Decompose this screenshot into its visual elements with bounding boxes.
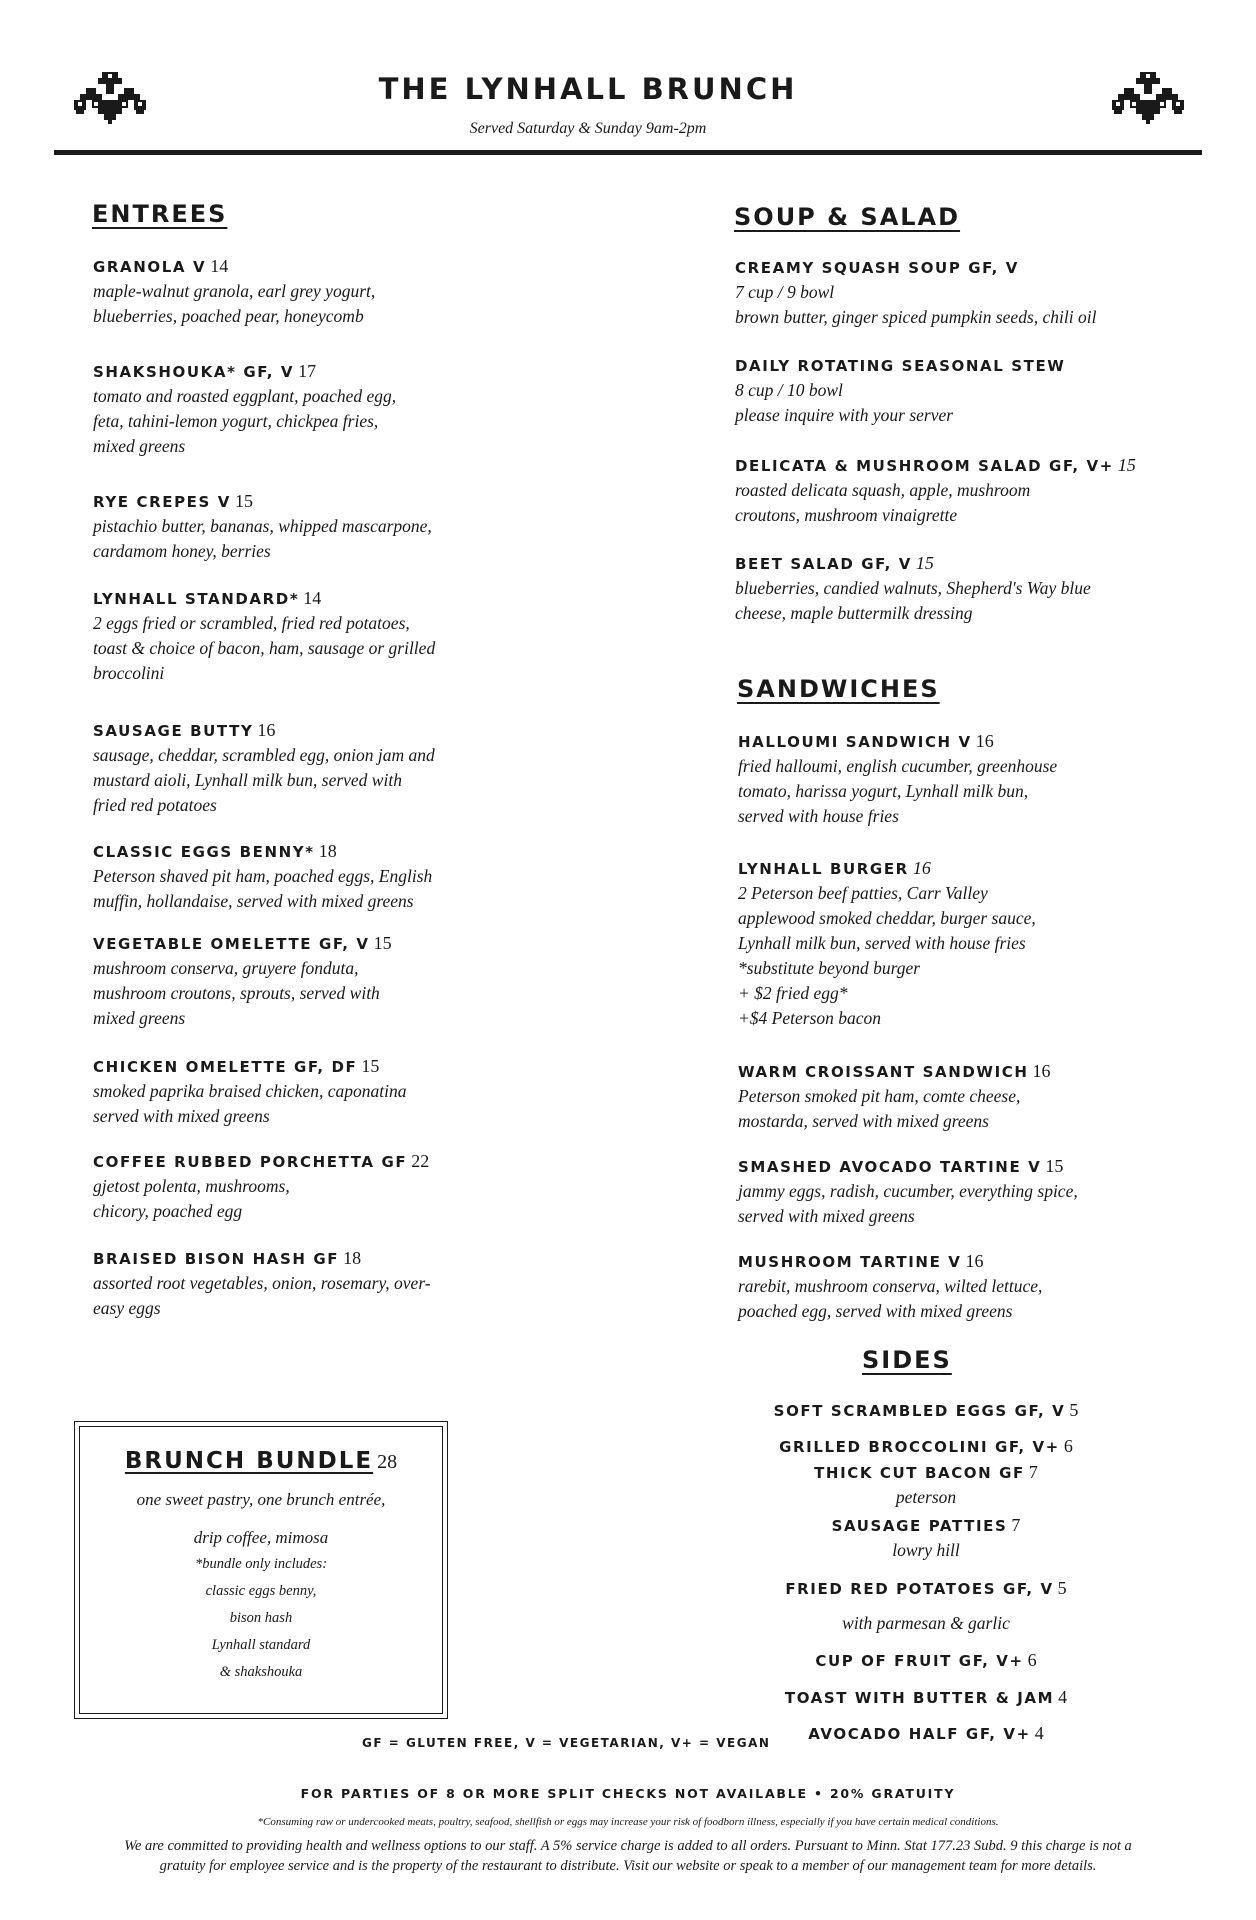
- menu-item-header: [93, 719, 513, 743]
- menu-item-header: [735, 256, 1175, 280]
- menu-item: [738, 1250, 1158, 1324]
- menu-item-name: SMASHED AVOCADO TARTINE V: [738, 1158, 1042, 1176]
- menu-item: [93, 840, 513, 914]
- menu-item-description: mustard aioli, Lynhall milk bun, served with: [93, 770, 402, 790]
- menu-item-description: roasted delicata squash, apple, mushroom: [735, 480, 1031, 500]
- menu-item-name: LYNHALL STANDARD*: [93, 590, 300, 608]
- menu-item-name: MUSHROOM TARTINE V: [738, 1253, 962, 1271]
- menu-item-description: smoked paprika braised chicken, caponatina: [93, 1081, 407, 1101]
- menu-item-description: brown butter, ginger spiced pumpkin seeds, chili oil: [735, 307, 1097, 327]
- menu-item-price: 15: [234, 491, 253, 511]
- brunch-bundle-note: *bundle only includes:: [194, 1556, 328, 1572]
- menu-item-price: 15: [1117, 455, 1136, 475]
- menu-item-description: mixed greens: [93, 1008, 186, 1028]
- menu-item-price: 14: [210, 256, 229, 276]
- menu-item-description: mostarda, served with mixed greens: [738, 1111, 989, 1131]
- menu-item-name: VEGETABLE OMELETTE GF, V: [93, 935, 370, 953]
- brunch-bundle-note: Lynhall standard: [211, 1637, 311, 1653]
- page-title: THE LYNHALL BRUNCH: [378, 72, 798, 106]
- menu-item-description: broccolini: [93, 663, 165, 683]
- side-item: [736, 1436, 1116, 1457]
- menu-item-description: applewood smoked cheddar, burger sauce,: [738, 908, 1036, 928]
- side-item-name: SOFT SCRAMBLED EGGS GF, V: [773, 1402, 1066, 1420]
- section-title-sandwiches: SANDWICHES: [737, 675, 940, 703]
- menu-item-description: served with mixed greens: [738, 1206, 915, 1226]
- side-item-description: with parmesan & garlic: [842, 1613, 1010, 1633]
- menu-item-price: 22: [411, 1151, 430, 1171]
- menu-item: [738, 730, 1158, 829]
- brunch-bundle-line1: one sweet pastry, one brunch entrée,: [136, 1490, 386, 1509]
- menu-item-description: 7 cup / 9 bowl: [735, 282, 835, 302]
- menu-item-name: GRANOLA V: [93, 258, 207, 276]
- side-item-header: [736, 1687, 1116, 1708]
- section-title-sides: SIDES: [862, 1346, 952, 1374]
- menu-item-name: BEET SALAD GF, V: [735, 555, 912, 573]
- side-item-header: [736, 1650, 1116, 1671]
- menu-item-description: toast & choice of bacon, ham, sausage or grilled: [93, 638, 436, 658]
- menu-item: [93, 255, 513, 329]
- side-item-name: THICK CUT BACON GF: [814, 1464, 1025, 1482]
- menu-item-header: [735, 454, 1175, 478]
- menu-item-name: WARM CROISSANT SANDWICH: [738, 1063, 1029, 1081]
- menu-item-header: [93, 360, 513, 384]
- menu-item-price: 18: [318, 841, 337, 861]
- menu-item-description: 8 cup / 10 bowl: [735, 380, 843, 400]
- menu-item-name: HALLOUMI SANDWICH V: [738, 733, 972, 751]
- menu-item-description: + $2 fried egg*: [738, 983, 848, 1003]
- menu-item-header: [93, 1055, 513, 1079]
- menu-item-description: assorted root vegetables, onion, rosemary, over-: [93, 1273, 431, 1293]
- menu-item-description: croutons, mushroom vinaigrette: [735, 505, 958, 525]
- menu-item: [735, 354, 1175, 428]
- side-item-description: peterson: [895, 1487, 957, 1507]
- header-divider: [54, 150, 1202, 155]
- menu-item-header: [93, 587, 513, 611]
- menu-item: [93, 490, 513, 564]
- menu-item-price: 16: [257, 720, 276, 740]
- menu-item-header: [738, 1060, 1158, 1084]
- menu-item-description: mixed greens: [93, 436, 186, 456]
- menu-item-header: [735, 552, 1175, 576]
- menu-item-description: *substitute beyond burger: [738, 958, 921, 978]
- side-item-header: [736, 1436, 1116, 1457]
- side-item-price: 6: [1027, 1650, 1037, 1670]
- side-item: [736, 1462, 1116, 1508]
- side-item-name: FRIED RED POTATOES GF, V: [785, 1580, 1054, 1598]
- side-item-header: [736, 1400, 1116, 1421]
- menu-item-name: BRAISED BISON HASH GF: [93, 1250, 340, 1268]
- menu-item-header: [738, 857, 1158, 881]
- menu-item-description: chicory, poached egg: [93, 1201, 243, 1221]
- menu-item-description: gjetost polenta, mushrooms,: [93, 1176, 290, 1196]
- menu-item-description: maple-walnut granola, earl grey yogurt,: [93, 281, 376, 301]
- menu-item-description: +$4 Peterson bacon: [738, 1008, 882, 1028]
- menu-item-description: feta, tahini-lemon yogurt, chickpea fries,: [93, 411, 379, 431]
- dietary-legend: GF = GLUTEN FREE, V = VEGETARIAN, V+ = VEGAN: [362, 1736, 771, 1750]
- menu-item-description: 2 eggs fried or scrambled, fried red potatoes,: [93, 613, 410, 633]
- side-item-name: SAUSAGE PATTIES: [831, 1517, 1008, 1535]
- menu-item-name: CHICKEN OMELETTE GF, DF: [93, 1058, 358, 1076]
- side-item-name: AVOCADO HALF GF, V+: [808, 1725, 1031, 1743]
- side-item-price: 4: [1034, 1723, 1044, 1743]
- menu-item-price: 15: [1045, 1156, 1064, 1176]
- menu-item-price: 14: [303, 588, 322, 608]
- menu-item-description: mushroom conserva, gruyere fonduta,: [93, 958, 359, 978]
- side-item-header: [736, 1578, 1116, 1599]
- side-item-name: GRILLED BROCCOLINI GF, V+: [779, 1438, 1060, 1456]
- menu-item-description: Peterson smoked pit ham, comte cheese,: [738, 1086, 1021, 1106]
- brunch-bundle-line2: drip coffee, mimosa: [193, 1528, 329, 1547]
- menu-item-price: 16: [1032, 1061, 1051, 1081]
- menu-item-description: blueberries, candied walnuts, Shepherd's Way blue: [735, 578, 1091, 598]
- service-charge-notice: We are committed to providing health and wellness options to our staff. A 5% service charge is added to all orders. Pursuant to Minn. Stat 177.23 Subd. 9 this charge is not a gratuity for employee service and is the property of the restaurant to distribute. Visit our website or speak to a member of our management team for more details.: [124, 1838, 1132, 1874]
- menu-item: [738, 1060, 1158, 1134]
- menu-item-header: [93, 932, 513, 956]
- menu-item-name: RYE CREPES V: [93, 493, 231, 511]
- menu-item-header: [93, 255, 513, 279]
- side-item: [736, 1578, 1116, 1634]
- side-item-price: 5: [1069, 1400, 1079, 1420]
- menu-item-name: SAUSAGE BUTTY: [93, 722, 254, 740]
- section-title-entrees: ENTREES: [92, 200, 228, 228]
- menu-item-description: cheese, maple buttermilk dressing: [735, 603, 973, 623]
- side-item: [736, 1515, 1116, 1561]
- menu-item-description: easy eggs: [93, 1298, 161, 1318]
- menu-item-description: 2 Peterson beef patties, Carr Valley: [738, 883, 988, 903]
- menu-item-description: please inquire with your server: [735, 405, 954, 425]
- menu-item-name: CLASSIC EGGS BENNY*: [93, 843, 315, 861]
- menu-item: [735, 256, 1175, 330]
- brunch-bundle-box: [74, 1421, 448, 1719]
- menu-item-description: Lynhall milk bun, served with house fries: [738, 933, 1026, 953]
- menu-item-name: DELICATA & MUSHROOM SALAD GF, V+: [735, 457, 1114, 475]
- side-item: [736, 1400, 1116, 1421]
- menu-item-description: rarebit, mushroom conserva, wilted lettuce,: [738, 1276, 1043, 1296]
- side-item-header: [736, 1462, 1116, 1483]
- menu-item-header: [93, 1247, 513, 1271]
- side-item-name: TOAST WITH BUTTER & JAM: [784, 1689, 1055, 1707]
- menu-item: [93, 587, 513, 686]
- menu-item-price: 17: [298, 361, 317, 381]
- menu-item-name: CREAMY SQUASH SOUP GF, V: [735, 259, 1019, 277]
- menu-item: [93, 932, 513, 1031]
- side-item-price: 7: [1028, 1462, 1038, 1482]
- side-item-header: [736, 1515, 1116, 1536]
- menu-item: [93, 1247, 513, 1321]
- menu-item-name: LYNHALL BURGER: [738, 860, 909, 878]
- brunch-bundle-note: & shakshouka: [219, 1664, 303, 1680]
- page-subtitle: Served Saturday & Sunday 9am-2pm: [469, 120, 707, 137]
- menu-item-description: served with house fries: [738, 806, 899, 826]
- menu-item-price: 15: [373, 933, 392, 953]
- menu-item-header: [93, 490, 513, 514]
- parties-notice: FOR PARTIES OF 8 OR MORE SPLIT CHECKS NOT AVAILABLE • 20% GRATUITY: [300, 1786, 956, 1801]
- side-item: [736, 1687, 1116, 1708]
- menu-item: [93, 719, 513, 818]
- side-item-price: 5: [1057, 1578, 1067, 1598]
- menu-item-header: [738, 1250, 1158, 1274]
- menu-item-description: pistachio butter, bananas, whipped mascarpone,: [93, 516, 432, 536]
- menu-item-description: cardamom honey, berries: [93, 541, 271, 561]
- menu-item-header: [738, 730, 1158, 754]
- menu-item: [738, 1155, 1158, 1229]
- brunch-bundle-note: classic eggs benny,: [205, 1583, 317, 1599]
- menu-item-description: tomato, harissa yogurt, Lynhall milk bun,: [738, 781, 1029, 801]
- raw-food-notice: *Consuming raw or undercooked meats, poultry, seafood, shellfish or eggs may increase your risk of foodborn illness, especially if you have certain medical conditions.: [257, 1816, 999, 1828]
- menu-item: [93, 1150, 513, 1224]
- menu-item-description: blueberries, poached pear, honeycomb: [93, 306, 364, 326]
- menu-item: [735, 552, 1175, 626]
- menu-item-name: COFFEE RUBBED PORCHETTA GF: [93, 1153, 408, 1171]
- brunch-bundle-price: 28: [377, 1451, 398, 1473]
- menu-item-price: 15: [915, 553, 934, 573]
- side-item-price: 4: [1058, 1687, 1068, 1707]
- menu-item-header: [93, 840, 513, 864]
- menu-item-description: poached egg, served with mixed greens: [738, 1301, 1013, 1321]
- brunch-bundle-title: BRUNCH BUNDLE: [124, 1448, 374, 1474]
- section-title-soup-salad: SOUP & SALAD: [734, 203, 961, 231]
- menu-item-description: Peterson shaved pit ham, poached eggs, English: [93, 866, 433, 886]
- menu-item-header: [738, 1155, 1158, 1179]
- side-item: [736, 1650, 1116, 1671]
- menu-item-price: 16: [975, 731, 994, 751]
- menu-item-description: fried red potatoes: [93, 795, 217, 815]
- menu-item-header: [93, 1150, 513, 1174]
- menu-item-name: SHAKSHOUKA* GF, V: [93, 363, 295, 381]
- side-item: [736, 1723, 1116, 1744]
- menu-item-description: sausage, cheddar, scrambled egg, onion jam and: [93, 745, 435, 765]
- menu-item-price: 18: [343, 1248, 362, 1268]
- side-item-price: 7: [1011, 1515, 1021, 1535]
- side-item-header: [736, 1723, 1116, 1744]
- menu-item-header: [735, 354, 1175, 378]
- menu-item: [93, 360, 513, 459]
- menu-item-price: 16: [965, 1251, 984, 1271]
- menu-item-description: fried halloumi, english cucumber, greenhouse: [738, 756, 1058, 776]
- menu-item-name: DAILY ROTATING SEASONAL STEW: [735, 357, 1066, 375]
- side-item-price: 6: [1063, 1436, 1073, 1456]
- menu-item-description: served with mixed greens: [93, 1106, 270, 1126]
- side-item-name: CUP OF FRUIT GF, V+: [815, 1652, 1024, 1670]
- menu-item-description: tomato and roasted eggplant, poached egg,: [93, 386, 397, 406]
- side-item-description: lowry hill: [892, 1540, 960, 1560]
- menu-item-description: jammy eggs, radish, cucumber, everything spice,: [738, 1181, 1078, 1201]
- menu-item: [735, 454, 1175, 528]
- menu-item: [738, 857, 1158, 1031]
- brunch-bundle-heading: [75, 1448, 447, 1474]
- menu-item: [93, 1055, 513, 1129]
- menu-item-description: muffin, hollandaise, served with mixed greens: [93, 891, 414, 911]
- menu-item-price: 16: [912, 858, 931, 878]
- menu-item-price: 15: [361, 1056, 380, 1076]
- menu-item-description: mushroom croutons, sprouts, served with: [93, 983, 380, 1003]
- brunch-bundle-note: bison hash: [229, 1610, 293, 1626]
